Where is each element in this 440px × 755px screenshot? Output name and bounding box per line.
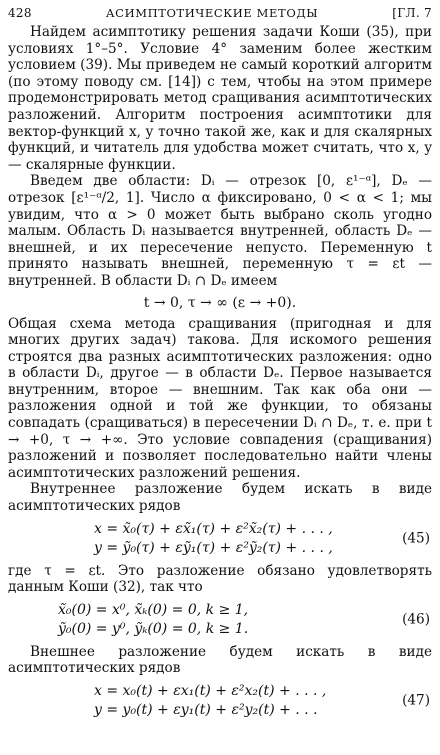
page-header	[8, 6, 432, 24]
equation-limit: t → 0, τ → ∞ (ε → +0).	[143, 294, 297, 311]
paragraph-intro: Найдем асимптотику решения задачи Коши (35), при условиях 1°–5°. Условие 4° заменим более жестким условием (39). Мы приведем не самый короткий алгоритм (по этому поводу см. [14]) с тем, чтобы на этом примере продемонстрировать метод сращивания асимптотических разложений. Алгоритм построения асимптотики для вектор-функций x, y точно такой же, как и для скалярных функций, и читатель для удобства может считать, что x, y — скалярные функции.	[8, 24, 432, 173]
equation-45-number: (45)	[402, 530, 430, 547]
page-number: 428	[8, 6, 32, 20]
equation-46	[8, 601, 432, 639]
equation-45-line-2: y = ỹ₀(τ) + εỹ₁(τ) + ε²ỹ₂(τ) + . . . ,	[94, 539, 333, 556]
equation-47-line-1: x = x₀(t) + εx₁(t) + ε²x₂(t) + . . . ,	[94, 683, 327, 699]
paragraph-cauchy-data: где τ = εt. Это разложение обязано удовлетворять данным Коши (32), так что	[8, 562, 432, 596]
equation-47-line-2: y = y₀(t) + εy₁(t) + ε²y₂(t) + . . .	[94, 702, 318, 718]
equation-45-line-1: x = x̃₀(τ) + εx̃₁(τ) + ε²x̃₂(τ) + . . . ,	[94, 520, 333, 537]
paragraph-matching-scheme: Общая схема метода сращивания (пригодная и для многих других задач) такова. Для искомого решения строятся два разных асимптотических разложения: одно в области Dᵢ, другое — в области Dₑ. Первое называется внутренним, второе — внешним. Так как оба они — разложения одной и той же функции, то обязаны совпадать (сращиваться) в пересечении Dᵢ ∩ Dₑ, т. е. при t → +0, τ → +∞. Это условие совпадения (сращивания) разложений и позволяет последовательно найти члены асимптотических разложений решения.	[8, 315, 432, 481]
equation-47	[8, 682, 432, 720]
chapter-label: [ГЛ. 7	[392, 6, 432, 20]
paragraph-inner-expansion: Внутреннее разложение будем искать в виде асимптотических рядов	[8, 481, 432, 515]
book-page	[8, 6, 432, 725]
paragraph-domains: Введем две области: Dᵢ — отрезок [0, ε¹⁻ᵅ], Dₑ — отрезок [ε¹⁻ᵅ/2, 1]. Число α фиксировано, 0 < α < 1; мы увидим, что α > 0 может быть выбрано сколь угодно малым. Область Dᵢ называется внутренней, область Dₑ — внешней, и их пересечение непусто. Переменную t принято называть внешней, переменную τ = εt — внутренней. В области Dᵢ ∩ Dₑ имеем	[8, 173, 432, 289]
equation-45	[8, 520, 432, 558]
paragraph-outer-expansion: Внешнее разложение будем искать в виде асимптотических рядов	[8, 643, 432, 677]
equation-46-number: (46)	[402, 611, 430, 628]
equation-47-number: (47)	[402, 692, 430, 709]
running-title: АСИМПТОТИЧЕСКИЕ МЕТОДЫ	[105, 6, 319, 20]
equation-46-line-2: ỹ₀(0) = y⁰, ỹₖ(0) = 0, k ≥ 1.	[58, 620, 249, 637]
equation-46-line-1: x̃₀(0) = x⁰, x̃ₖ(0) = 0, k ≥ 1,	[58, 601, 249, 618]
